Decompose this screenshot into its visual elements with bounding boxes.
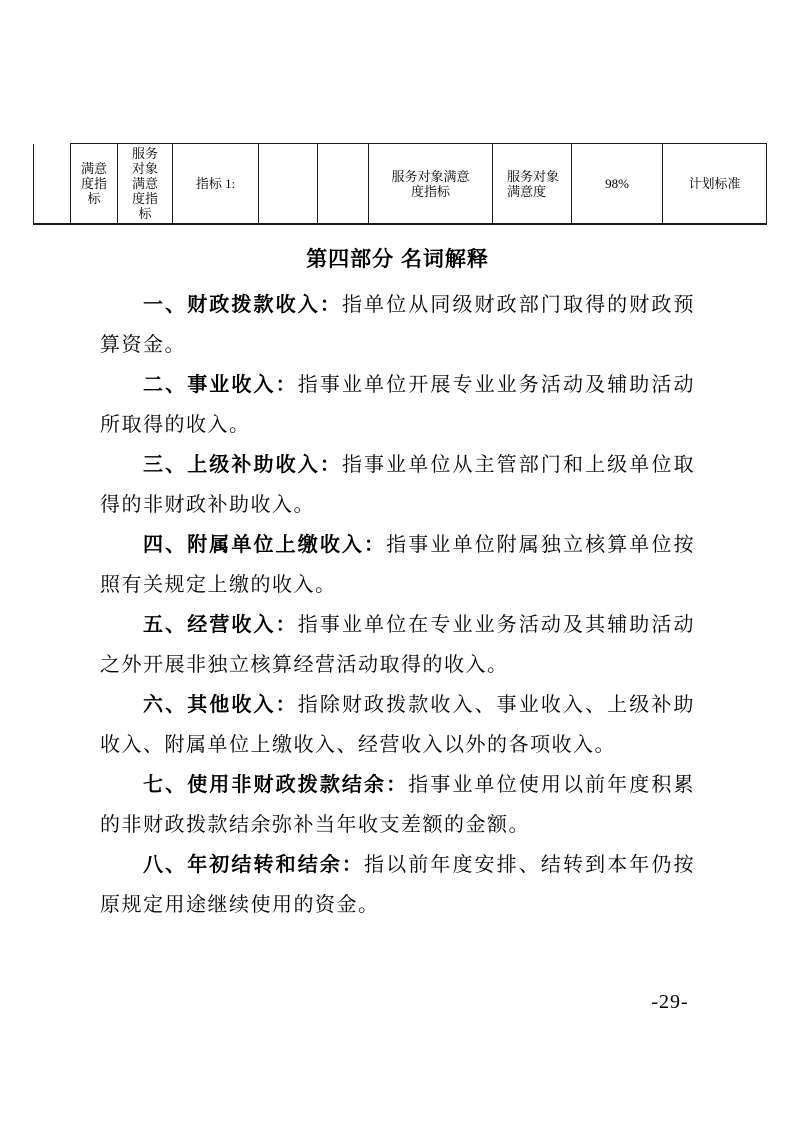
glossary-term: 二、事业收入： — [143, 374, 298, 396]
glossary-item — [100, 605, 695, 685]
table-cell-empty-1 — [259, 144, 318, 225]
table-cell-satisfaction-value: 98% — [572, 144, 663, 225]
table-cell-spanned-left — [34, 144, 71, 225]
table-cell-service-target-satisfaction-group: 服务对象满意度指标 — [118, 144, 173, 225]
glossary-term: 一、财政拨款收入： — [143, 294, 342, 316]
glossary-definition: 指以前年度安排、结转到本年仍按原规定用途继续使用的资金。 — [100, 854, 696, 916]
table-row — [34, 144, 767, 225]
glossary-term: 六、其他收入： — [143, 694, 298, 716]
glossary-item — [100, 365, 695, 445]
glossary-term: 三、上级补助收入： — [143, 454, 342, 476]
performance-indicator-table — [33, 143, 767, 225]
glossary-item — [100, 765, 695, 845]
glossary-definition: 指事业单位在专业业务活动及其辅助活动之外开展非独立核算经营活动取得的收入。 — [100, 614, 696, 676]
table-cell-indicator-1: 指标 1: — [173, 144, 259, 225]
glossary-item — [100, 525, 695, 605]
table-cell-satisfaction-indicator-group: 满意度指标 — [71, 144, 118, 225]
page-number: -29- — [651, 991, 689, 1013]
glossary-item — [100, 445, 695, 525]
glossary-term: 五、经营收入： — [143, 614, 298, 636]
glossary-item — [100, 685, 695, 765]
glossary-definition: 指单位从同级财政部门取得的财政预算资金。 — [100, 294, 695, 356]
table-cell-empty-2 — [318, 144, 369, 225]
glossary-item — [100, 285, 695, 365]
table-cell-service-target-satisfaction-indicator: 服务对象满意度指标 — [369, 144, 493, 225]
table-cell-service-target-satisfaction: 服务对象满意度 — [493, 144, 572, 225]
glossary-section — [100, 285, 695, 925]
glossary-term: 七、使用非财政拨款结余： — [143, 774, 409, 796]
glossary-item — [100, 845, 695, 925]
glossary-term: 四、附属单位上缴收入： — [143, 534, 387, 556]
glossary-definition: 指事业单位使用以前年度积累的非财政拨款结余弥补当年收支差额的金额。 — [100, 774, 695, 836]
glossary-definition: 指事业单位从主管部门和上级单位取得的非财政补助收入。 — [100, 454, 695, 516]
section-heading: 第四部分 名词解释 — [306, 248, 489, 271]
table-cell-plan-standard: 计划标准 — [663, 144, 767, 225]
glossary-definition: 指事业单位附属独立核算单位按照有关规定上缴的收入。 — [100, 534, 696, 596]
glossary-definition: 指事业单位开展专业业务活动及辅助活动所取得的收入。 — [100, 374, 696, 436]
glossary-term: 八、年初结转和结余： — [143, 854, 365, 876]
glossary-definition: 指除财政拨款收入、事业收入、上级补助收入、附属单位上缴收入、经营收入以外的各项收入。 — [100, 694, 696, 756]
